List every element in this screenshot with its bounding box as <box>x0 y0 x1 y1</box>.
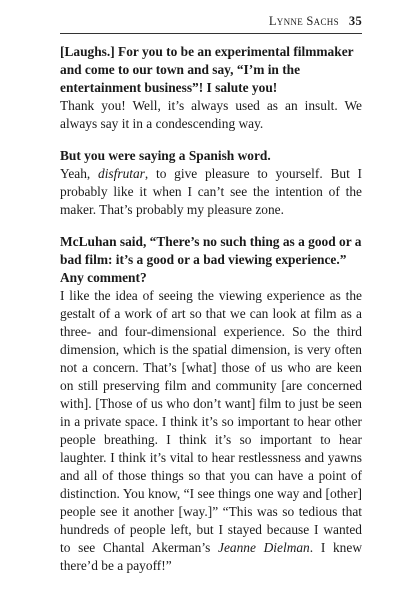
italic-title: Jeanne Dielman <box>218 540 310 555</box>
interview-question: [Laughs.] For you to be an experimental filmmaker and come to our town and say, “I’m in the entertainment business”! I salute you! <box>60 44 354 95</box>
page-number: 35 <box>348 14 362 28</box>
italic-title: disfrutar <box>98 166 145 181</box>
interview-question: McLuhan said, “There’s no such thing as a good or a bad film: it’s a good or a bad viewing experience.” Any comment? <box>60 234 362 285</box>
qa-block <box>60 147 362 219</box>
interview-question: But you were saying a Spanish word. <box>60 148 271 163</box>
answer-text: Yeah, <box>60 166 99 181</box>
answer-text: , to give pleasure to yourself. But I probably like it when I can’t see the intention of the maker. That’s probably my pleasure zone. <box>60 166 363 217</box>
header-rule <box>60 33 362 34</box>
interview-answer <box>60 165 362 219</box>
qa-block <box>60 233 362 575</box>
answer-text: I like the idea of seeing the viewing experience as the gestalt of a work of art so that we can look at film as a three- and four-dimensional experience. So the third dimension, which is the spatial dimension, is very often not a concern. That’s [what] those of us who are keen on still preserving film and community [are concerned with]. [Those of us who don’t want] film to just be seen in a private space. I think it’s so important to hear other people breathing. I think it’s so important to hear laughter. I think it’s vital to hear restlessness and yawns and all of those things so that you can have a point of distinction. You know, “I see things one way and [other] people see it another [way.]” “This was so tedious that hundreds of people left, but I stayed because I wanted to see Chantal Akerman’s <box>60 288 362 555</box>
qa-block <box>60 43 362 133</box>
interview-text <box>60 43 362 575</box>
interview-answer <box>60 287 362 575</box>
interview-answer <box>60 97 362 133</box>
answer-text: . I knew there’d be a payoff!” <box>60 540 362 573</box>
answer-text: Thank you! Well, it’s always used as an insult. We always say it in a condescending way. <box>60 98 362 131</box>
running-head-author: Lynne Sachs <box>268 14 339 28</box>
running-head <box>60 14 362 29</box>
